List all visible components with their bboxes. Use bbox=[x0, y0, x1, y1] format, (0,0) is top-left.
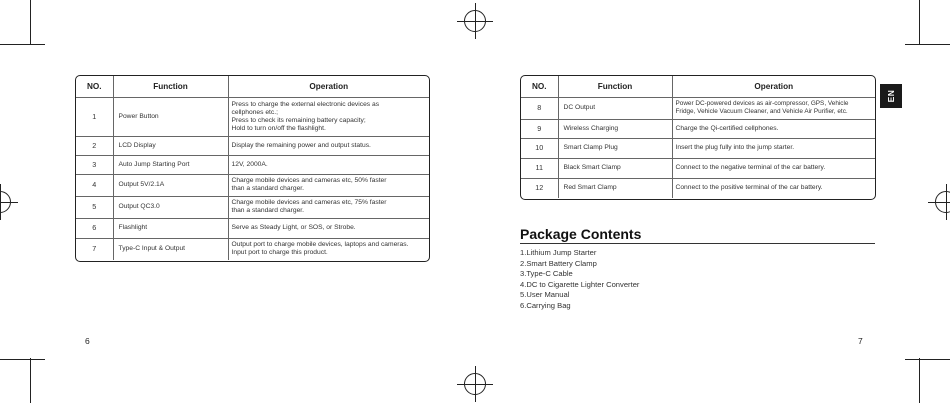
row-number: 7 bbox=[76, 238, 113, 260]
row-number: 2 bbox=[76, 136, 113, 155]
registration-mark bbox=[457, 3, 493, 39]
row-number: 8 bbox=[521, 97, 558, 119]
row-function: Smart Clamp Plug bbox=[558, 138, 672, 158]
row-function: Output QC3.0 bbox=[113, 196, 228, 218]
list-item: 6.Carrying Bag bbox=[520, 300, 571, 310]
row-function: Output 5V/2.1A bbox=[113, 174, 228, 196]
table-header-row bbox=[76, 76, 429, 97]
row-operation: Charge mobile devices and cameras etc, 50% faster than a standard charger. bbox=[228, 174, 429, 196]
left-function-table bbox=[75, 75, 430, 262]
package-contents-list bbox=[520, 248, 639, 311]
language-tab-label: EN bbox=[886, 89, 896, 103]
table-header-row bbox=[521, 76, 875, 97]
page-number-left: 6 bbox=[85, 336, 90, 346]
row-function: LCD Display bbox=[113, 136, 228, 155]
row-operation: Charge the Qi-certified cellphones. bbox=[672, 119, 875, 138]
row-function: Red Smart Clamp bbox=[558, 178, 672, 198]
header-operation: Operation bbox=[228, 76, 429, 97]
crop-mark bbox=[905, 44, 950, 45]
row-operation: Connect to the negative terminal of the car battery. bbox=[672, 158, 875, 178]
row-function: Black Smart Clamp bbox=[558, 158, 672, 178]
row-operation: Insert the plug fully into the jump starter. bbox=[672, 138, 875, 158]
header-function: Function bbox=[558, 76, 672, 97]
list-item: 4.DC to Cigarette Lighter Converter bbox=[520, 279, 640, 289]
list-item: 1.Lithium Jump Starter bbox=[520, 248, 597, 257]
row-number: 6 bbox=[76, 218, 113, 238]
crop-mark bbox=[919, 0, 920, 45]
row-function: Flashlight bbox=[113, 218, 228, 238]
row-number: 12 bbox=[521, 178, 558, 198]
table-row bbox=[76, 97, 429, 136]
list-item: 3.Type-C Cable bbox=[520, 269, 573, 278]
right-function-table bbox=[520, 75, 876, 200]
header-function: Function bbox=[113, 76, 228, 97]
table-row bbox=[76, 174, 429, 196]
registration-mark bbox=[457, 366, 493, 402]
language-tab bbox=[880, 84, 902, 108]
table-row bbox=[76, 136, 429, 155]
row-operation: 12V, 2000A. bbox=[228, 155, 429, 174]
crop-mark bbox=[919, 358, 920, 403]
row-number: 10 bbox=[521, 138, 558, 158]
section-divider bbox=[520, 243, 875, 244]
row-operation: Serve as Steady Light, or SOS, or Strobe. bbox=[228, 218, 429, 238]
header-no: NO. bbox=[76, 76, 113, 97]
page-number-right: 7 bbox=[858, 336, 863, 346]
row-operation: Connect to the positive terminal of the car battery. bbox=[675, 184, 823, 192]
row-operation: Output port to charge mobile devices, laptops and cameras. Input port to charge this product. bbox=[231, 241, 409, 257]
list-item: 5.User Manual bbox=[520, 290, 570, 299]
row-operation: Press to charge the external electronic devices as cellphones etc.; Press to check its remaining battery capacity; Hold to turn on/off the flashlight. bbox=[228, 97, 429, 136]
crop-mark bbox=[0, 359, 45, 360]
row-number: 11 bbox=[521, 158, 558, 178]
row-number: 3 bbox=[76, 155, 113, 174]
header-no: NO. bbox=[521, 76, 558, 97]
registration-mark bbox=[928, 184, 950, 220]
table-row bbox=[76, 238, 429, 260]
table-row bbox=[521, 138, 875, 158]
table-row bbox=[521, 119, 875, 138]
table-row bbox=[76, 155, 429, 174]
table-row bbox=[521, 158, 875, 178]
row-operation: Charge mobile devices and cameras etc, 75% faster than a standard charger. bbox=[228, 196, 429, 218]
table-row bbox=[521, 97, 875, 119]
table-row bbox=[76, 218, 429, 238]
table-row bbox=[76, 196, 429, 218]
row-function: DC Output bbox=[558, 97, 672, 119]
row-number: 9 bbox=[521, 119, 558, 138]
row-number: 5 bbox=[76, 196, 113, 218]
crop-mark bbox=[905, 359, 950, 360]
list-item: 2.Smart Battery Clamp bbox=[520, 258, 597, 268]
crop-mark bbox=[30, 358, 31, 403]
header-operation: Operation bbox=[672, 76, 875, 97]
row-function: Type-C Input & Output bbox=[113, 238, 228, 260]
crop-mark bbox=[30, 0, 31, 45]
package-contents-title: Package Contents bbox=[520, 226, 642, 242]
row-number: 4 bbox=[76, 174, 113, 196]
row-operation: Power DC-powered devices as air-compressor, GPS, Vehicle Fridge, Vehicle Vacuum Cleaner, and Vehicle Air Purifier, etc. bbox=[672, 97, 875, 119]
row-number: 1 bbox=[76, 97, 113, 136]
row-function: Power Button bbox=[113, 97, 228, 136]
crop-mark bbox=[0, 44, 45, 45]
table-row bbox=[521, 178, 875, 198]
registration-mark bbox=[0, 184, 18, 220]
row-function: Wireless Charging bbox=[558, 119, 672, 138]
row-function: Auto Jump Starting Port bbox=[113, 155, 228, 174]
row-operation: Display the remaining power and output status. bbox=[228, 136, 429, 155]
